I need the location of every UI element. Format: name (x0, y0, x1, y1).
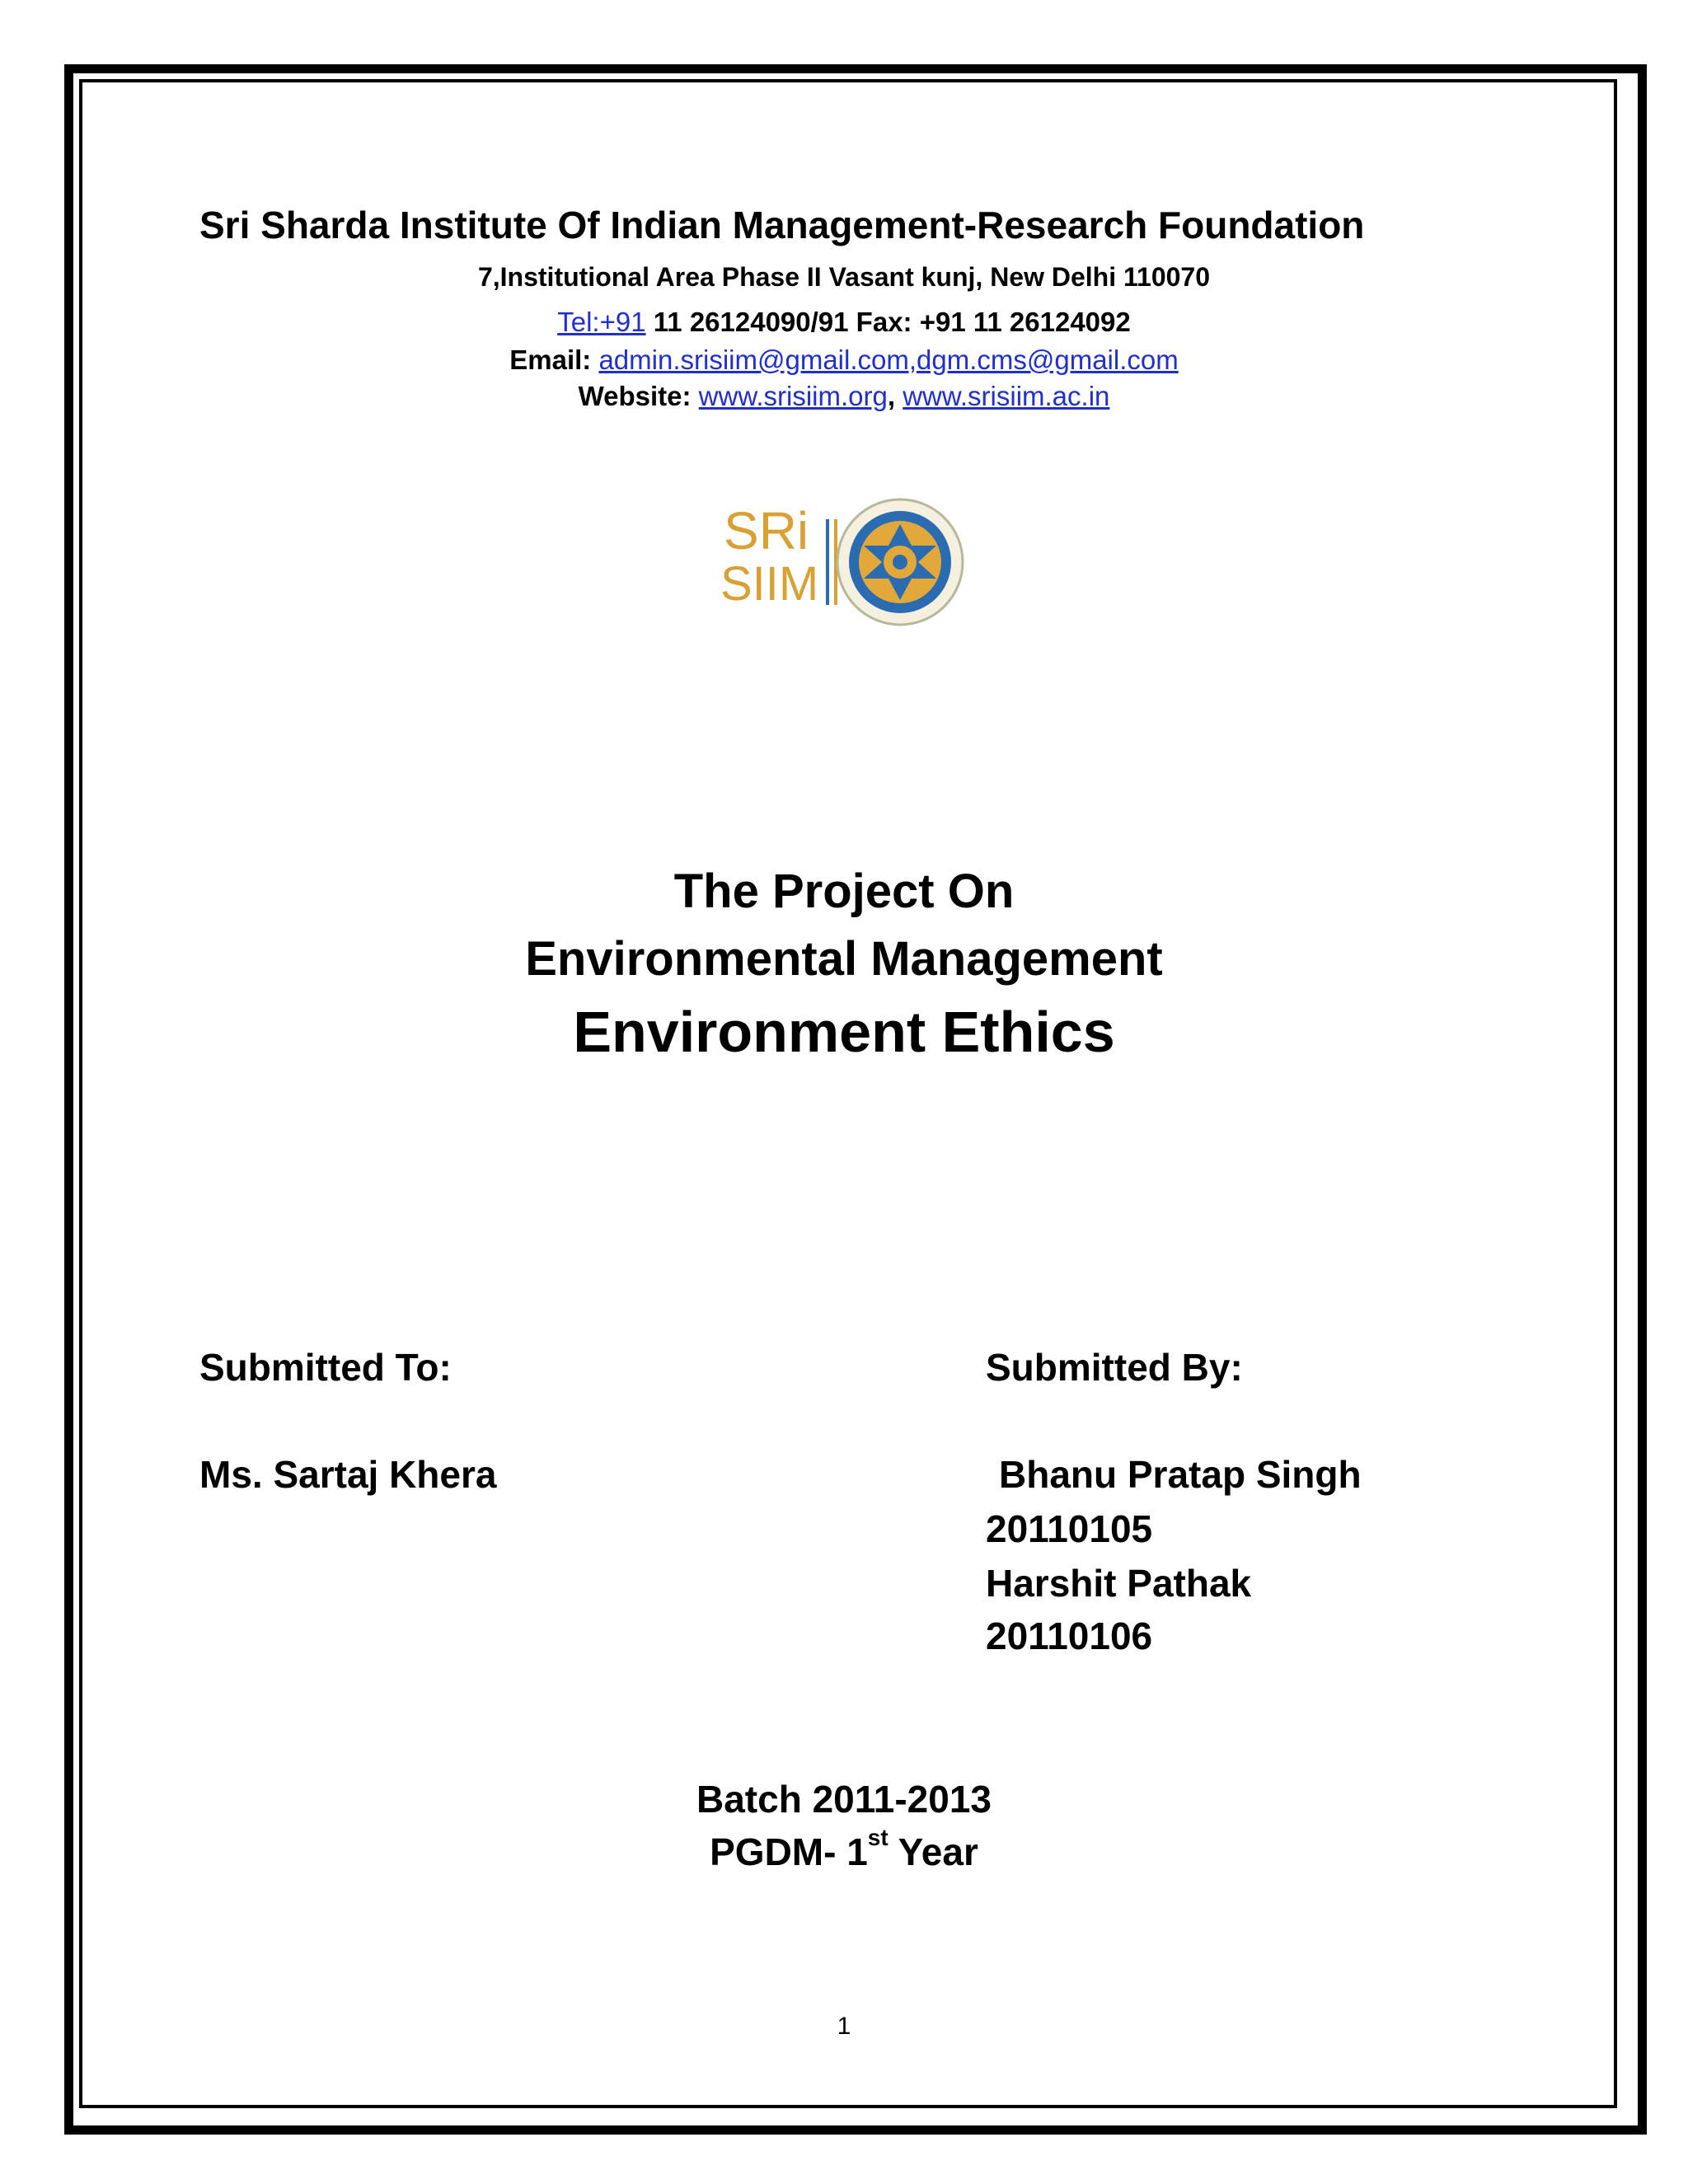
contact-line (0, 307, 1688, 338)
institute-address: 7,Institutional Area Phase II Vasant kunj, New Delhi 110070 (477, 262, 1211, 292)
website-link-acin[interactable]: www.srisiim.ac.in (903, 381, 1110, 411)
page-number: 1 (837, 2013, 851, 2040)
tel-fax-text: 11 26124090/91 Fax: +91 11 26124092 (645, 307, 1131, 337)
program-superscript: st (867, 1825, 889, 1850)
submitted-by-label: Submitted By: (986, 1346, 1243, 1389)
email-line (0, 344, 1688, 376)
member-id-2: 20110106 (986, 1615, 1153, 1657)
program-suffix: Year (888, 1830, 978, 1873)
logo-divider (826, 519, 829, 605)
project-title-line3: Environment Ethics (573, 1000, 1115, 1064)
member-name-1: Bhanu Pratap Singh (999, 1453, 1362, 1496)
institute-name: Sri Sharda Institute Of Indian Management-Research Foundation (199, 204, 1365, 246)
tel-link[interactable]: Tel:+91 (557, 307, 646, 337)
email-link[interactable]: admin.srisiim@gmail.com,dgm.cms@gmail.com (598, 344, 1179, 375)
program-prefix: PGDM- 1 (710, 1830, 868, 1873)
website-link-org[interactable]: www.srisiim.org (698, 381, 888, 411)
submitted-to-name: Ms. Sartaj Khera (199, 1453, 497, 1496)
srisiim-logo (720, 491, 968, 633)
website-label: Website: (578, 381, 699, 411)
email-label: Email: (509, 344, 599, 375)
website-separator: , (887, 381, 903, 411)
submitted-to-label: Submitted To: (199, 1346, 452, 1389)
logo-text-sri: SRi (724, 501, 809, 560)
member-name-2: Harshit Pathak (986, 1562, 1252, 1605)
logo-text-siim: SIIM (720, 557, 819, 611)
batch-line: Batch 2011-2013 (696, 1778, 992, 1821)
program-line (0, 1825, 1688, 1874)
member-id-1: 20110105 (986, 1507, 1153, 1550)
project-title-line1: The Project On (673, 865, 1015, 918)
website-line (0, 381, 1688, 412)
seal-center-dot (893, 555, 907, 569)
project-title-line2: Environmental Management (525, 932, 1163, 986)
